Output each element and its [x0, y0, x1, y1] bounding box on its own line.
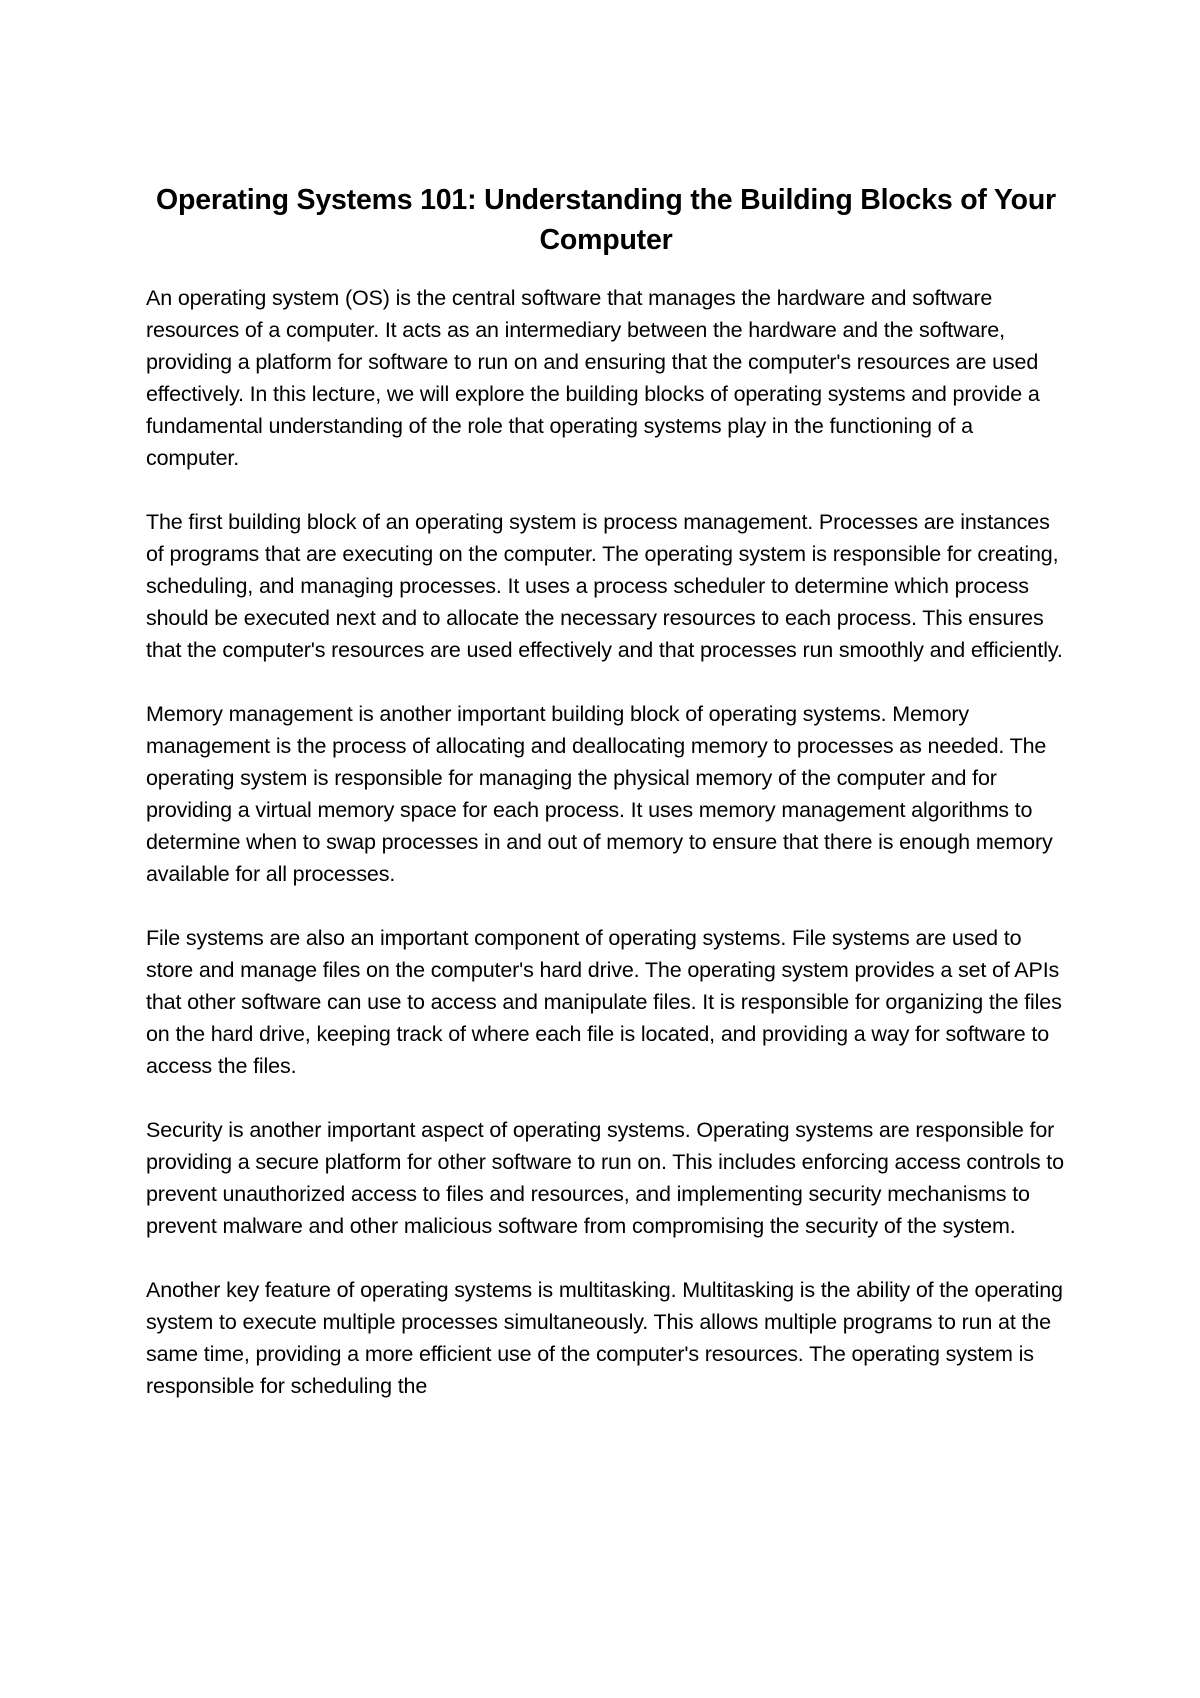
paragraph-multitasking: Another key feature of operating systems is multitasking. Multitasking is the ability of the operating system to execute multiple processes simultaneously. This allows multiple programs to run at the same time, providing a more efficient use of the computer's resources. The operating system is responsible for scheduling the: [146, 1278, 1063, 1398]
paragraph-process-management: The first building block of an operating system is process management. Processes are instances of programs that are executing on the computer. The operating system is responsible for creating, scheduling, and managing processes. It uses a process scheduler to determine which process should be executed next and to allocate the necessary resources to each process. This ensures that the computer's resources are used effectively and that processes run smoothly and efficiently.: [146, 510, 1063, 662]
paragraph-security: Security is another important aspect of operating systems. Operating systems are responsible for providing a secure platform for other software to run on. This includes enforcing access controls to prevent unauthorized access to files and resources, and implementing security mechanisms to prevent malware and other malicious software from compromising the security of the system.: [146, 1118, 1064, 1238]
document-body: [146, 180, 1066, 1434]
paragraph-file-systems: File systems are also an important component of operating systems. File systems are used to store and manage files on the computer's hard drive. The operating system provides a set of APIs that other software can use to access and manipulate files. It is responsible for organizing the files on the hard drive, keeping track of where each file is located, and providing a way for software to access the files.: [146, 926, 1062, 1078]
document-title: Operating Systems 101: Understanding the Building Blocks of Your Computer: [156, 184, 1056, 256]
paragraph-memory-management: Memory management is another important building block of operating systems. Memory management is the process of allocating and deallocating memory to processes as needed. The operating system is responsible for managing the physical memory of the computer and for providing a virtual memory space for each process. It uses memory management algorithms to determine when to swap processes in and out of memory to ensure that there is enough memory available for all processes.: [146, 702, 1053, 886]
paragraph-introduction: An operating system (OS) is the central software that manages the hardware and software resources of a computer. It acts as an intermediary between the hardware and the software, providing a platform for software to run on and ensuring that the computer's resources are used effectively. In this lecture, we will explore the building blocks of operating systems and provide a fundamental understanding of the role that operating systems play in the functioning of a computer.: [146, 286, 1040, 470]
